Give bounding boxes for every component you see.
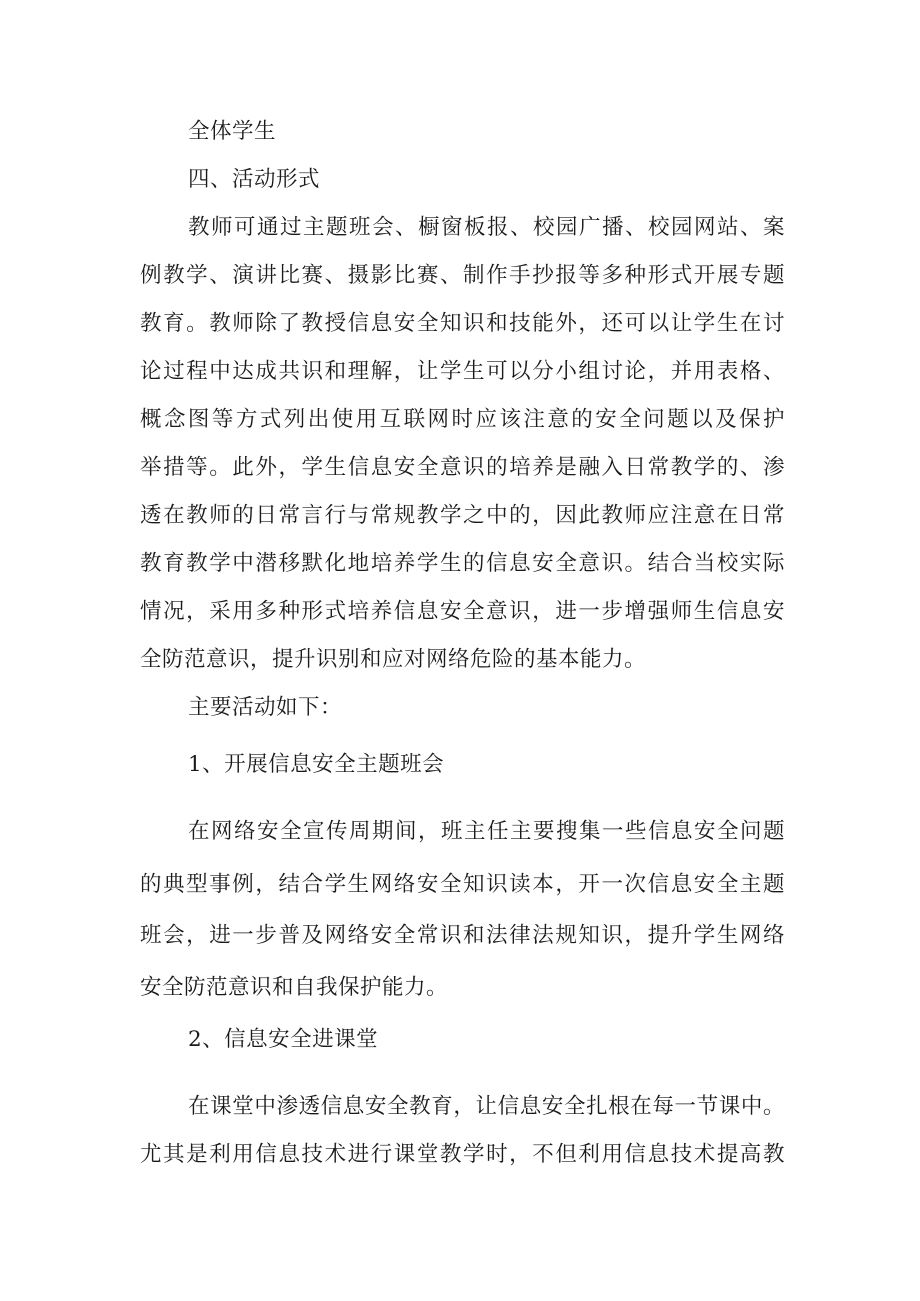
paragraph-line: 在课堂中渗透信息安全教育，让信息安全扎根在每一节课中。: [188, 1094, 785, 1119]
paragraph-line: 情况，采用多种形式培养信息安全意识，进一步增强师生信息安: [140, 599, 785, 624]
paragraph-line: 教育教学中潜移默化地培养学生的信息安全意识。结合当校实际: [140, 551, 785, 576]
paragraph-line: 教育。教师除了教授信息安全知识和技能外，还可以让学生在讨: [140, 311, 785, 336]
paragraph-line: 的典型事例，结合学生网络安全知识读本，开一次信息安全主题: [140, 872, 785, 897]
paragraph-line: 全防范意识，提升识别和应对网络危险的基本能力。: [140, 647, 647, 672]
section-heading-activity-2: 2、信息安全进课堂: [188, 1027, 379, 1052]
paragraph-line: 在网络安全宣传周期间，班主任主要搜集一些信息安全问题: [188, 819, 785, 844]
text-line-audience: 全体学生: [188, 119, 277, 144]
paragraph-line: 班会，进一步普及网络安全常识和法律法规知识，提升学生网络: [140, 923, 785, 948]
paragraph-line: 教师可通过主题班会、橱窗板报、校园广播、校园网站、案: [188, 215, 785, 240]
paragraph-line: 尤其是利用信息技术进行课堂教学时，不但利用信息技术提高教: [140, 1142, 785, 1167]
paragraph-line: 透在教师的日常言行与常规教学之中的，因此教师应注意在日常: [140, 503, 785, 528]
section-heading-activity-form: 四、活动形式: [188, 167, 321, 192]
paragraph-line: 例教学、演讲比赛、摄影比赛、制作手抄报等多种形式开展专题: [140, 263, 785, 288]
paragraph-line: 安全防范意识和自我保护能力。: [140, 975, 449, 1000]
section-heading-activity-1: 1、开展信息安全主题班会: [188, 752, 445, 777]
paragraph-line: 概念图等方式列出使用互联网时应该注意的安全问题以及保护: [140, 407, 785, 432]
paragraph-line: 举措等。此外，学生信息安全意识的培养是融入日常教学的、渗: [140, 455, 785, 480]
paragraph-line: 论过程中达成共识和理解，让学生可以分小组讨论，并用表格、: [140, 359, 785, 384]
text-line-main-activities: 主要活动如下：: [188, 695, 343, 720]
